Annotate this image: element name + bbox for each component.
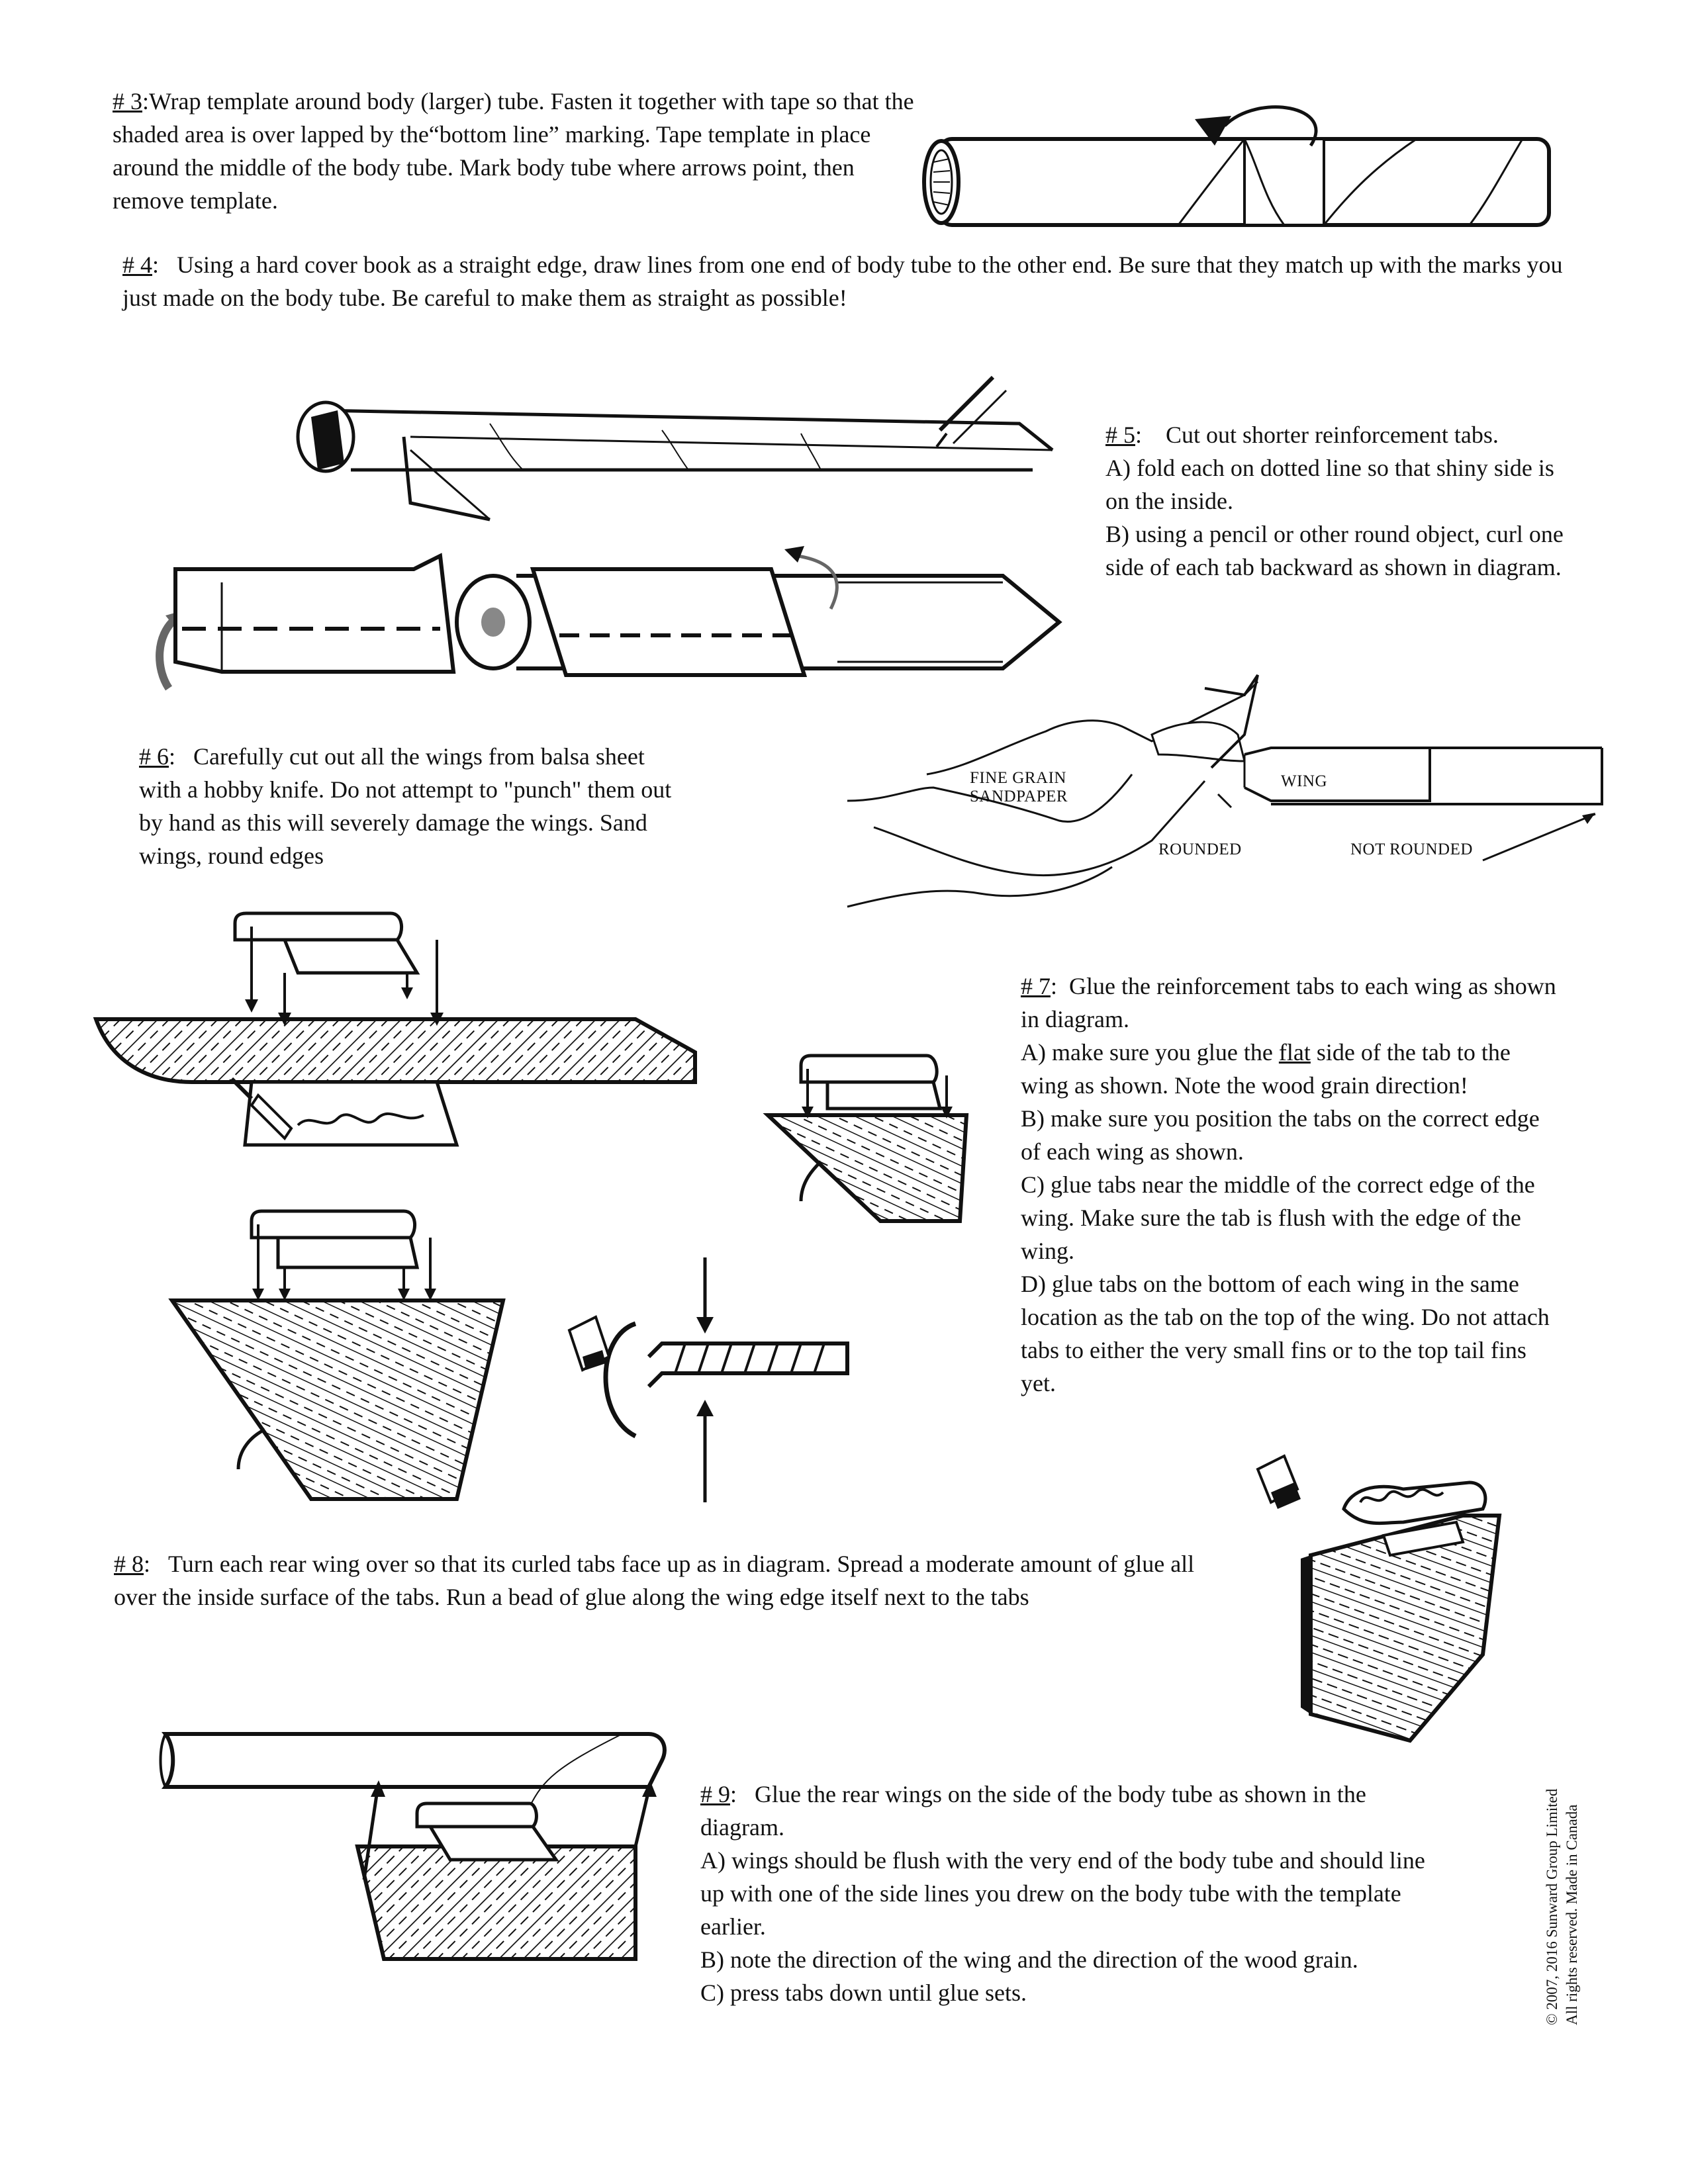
rounded-label: ROUNDED bbox=[1158, 841, 1242, 858]
glue-curled-tabs-illustration bbox=[1244, 1443, 1536, 1747]
step7-a bbox=[1021, 1036, 1564, 1102]
step6-body: Carefully cut out all the wings from balsa sheet with a hobby knife. Do not attempt to "punch" them out by hand as this will severely damage the wings. Sand wings, round edges bbox=[139, 743, 672, 869]
step4-colon: : bbox=[152, 251, 160, 278]
step9-number: # 9 bbox=[700, 1781, 730, 1807]
step7-number: # 7 bbox=[1021, 973, 1051, 999]
sandpaper-label bbox=[970, 769, 1068, 806]
wing-label: WING bbox=[1281, 772, 1328, 790]
step7-b: B) make sure you position the tabs on the correct edge of each wing as shown. bbox=[1021, 1105, 1540, 1165]
step9-text bbox=[700, 1778, 1442, 2009]
step5-text bbox=[1105, 418, 1582, 584]
step9-intro-line bbox=[700, 1778, 1442, 1844]
copyright-line1: © 2007, 2016 Sunward Group Limited bbox=[1544, 1788, 1560, 2025]
step7-intro-line bbox=[1021, 970, 1564, 1036]
step6-text bbox=[139, 740, 688, 872]
step3-text bbox=[113, 85, 927, 217]
step9-colon: : bbox=[730, 1781, 737, 1807]
step8-colon: : bbox=[144, 1551, 151, 1577]
step7-a-flat: flat bbox=[1278, 1039, 1311, 1066]
wing-tab-glue-illustration bbox=[93, 913, 702, 1152]
step9-intro: Glue the rear wings on the side of the body tube as shown in the diagram. bbox=[700, 1781, 1366, 1841]
step7-text bbox=[1021, 970, 1564, 1400]
step4-number: # 4 bbox=[122, 251, 152, 278]
step7-a-pre: A) make sure you glue the bbox=[1021, 1039, 1279, 1066]
step9-c: C) press tabs down until glue sets. bbox=[700, 1979, 1027, 2006]
copyright-line2: All rights reserved. Made in Canada bbox=[1564, 1804, 1580, 2025]
step5-b: B) using a pencil or other round object, curl one side of each tab backward as shown in diagram. bbox=[1105, 521, 1564, 580]
step8-number: # 8 bbox=[114, 1551, 144, 1577]
step6-number: # 6 bbox=[139, 743, 169, 770]
step5-intro: Cut out shorter reinforcement tabs. bbox=[1166, 422, 1499, 448]
step4-text bbox=[122, 248, 1572, 314]
step7-a-post: side of the tab to the wing as shown. Note the wood grain direction! bbox=[1021, 1039, 1511, 1099]
sandpaper-label-line2: SANDPAPER bbox=[970, 788, 1068, 805]
body-tube-template-illustration bbox=[914, 99, 1575, 251]
sandpaper-label-line1: FINE GRAIN bbox=[970, 769, 1066, 787]
step7-intro: Glue the reinforcement tabs to each wing as shown in diagram. bbox=[1021, 973, 1556, 1032]
step9-a: A) wings should be flush with the very end of the body tube and should line up with one of the side lines you drew on the body tube with the template earlier. bbox=[700, 1847, 1425, 1940]
sanding-wing-illustration bbox=[847, 668, 1615, 920]
step3-colon: : bbox=[142, 88, 150, 114]
step7-colon: : bbox=[1051, 973, 1058, 999]
step5-a: A) fold each on dotted line so that shiny side is on the inside. bbox=[1105, 455, 1554, 514]
small-wing-tab-illustration bbox=[761, 1056, 986, 1228]
step9-b: B) note the direction of the wing and the direction of the wood grain. bbox=[700, 1946, 1358, 1973]
step4-body: Using a hard cover book as a straight edge, draw lines from one end of body tube to the other end. Be sure that they match up with the marks you just made on the body tube. Be careful to make them as straight as possible! bbox=[122, 251, 1563, 311]
step8-text bbox=[114, 1547, 1239, 1614]
step7-d: D) glue tabs on the bottom of each wing in the same location as the tab on the top of the wing. Do not attach tabs to either the very small fins or to the top tail fins yet. bbox=[1021, 1271, 1550, 1396]
trapezoid-wing-tab-illustration bbox=[165, 1211, 510, 1502]
wing-on-body-tube-illustration bbox=[159, 1714, 675, 1985]
step8-body: Turn each rear wing over so that its curled tabs face up as in diagram. Spread a moderate amount of glue all over the inside surface of the tabs. Run a bead of glue along the wing edge itself next to the tabs bbox=[114, 1551, 1195, 1610]
step5-intro-line bbox=[1105, 418, 1582, 451]
not-rounded-label: NOT ROUNDED bbox=[1350, 841, 1473, 858]
tube-line-drawing-illustration bbox=[291, 371, 1086, 523]
step5-number: # 5 bbox=[1105, 422, 1135, 448]
step3-number: # 3 bbox=[113, 88, 142, 114]
tab-cross-section-illustration bbox=[556, 1257, 854, 1509]
step3-body: Wrap template around body (larger) tube. Fasten it together with tape so that the shaded area is over lapped by the“bottom line” marking. Tape template in place around the middle of the body tube. Mark body tube where arrows point, then remove template. bbox=[113, 88, 914, 214]
step7-c: C) glue tabs near the middle of the correct edge of the wing. Make sure the tab is flush with the edge of the wing. bbox=[1021, 1171, 1535, 1264]
step5-colon: : bbox=[1135, 422, 1143, 448]
step6-colon: : bbox=[169, 743, 176, 770]
copyright-notice bbox=[1542, 1747, 1582, 2025]
